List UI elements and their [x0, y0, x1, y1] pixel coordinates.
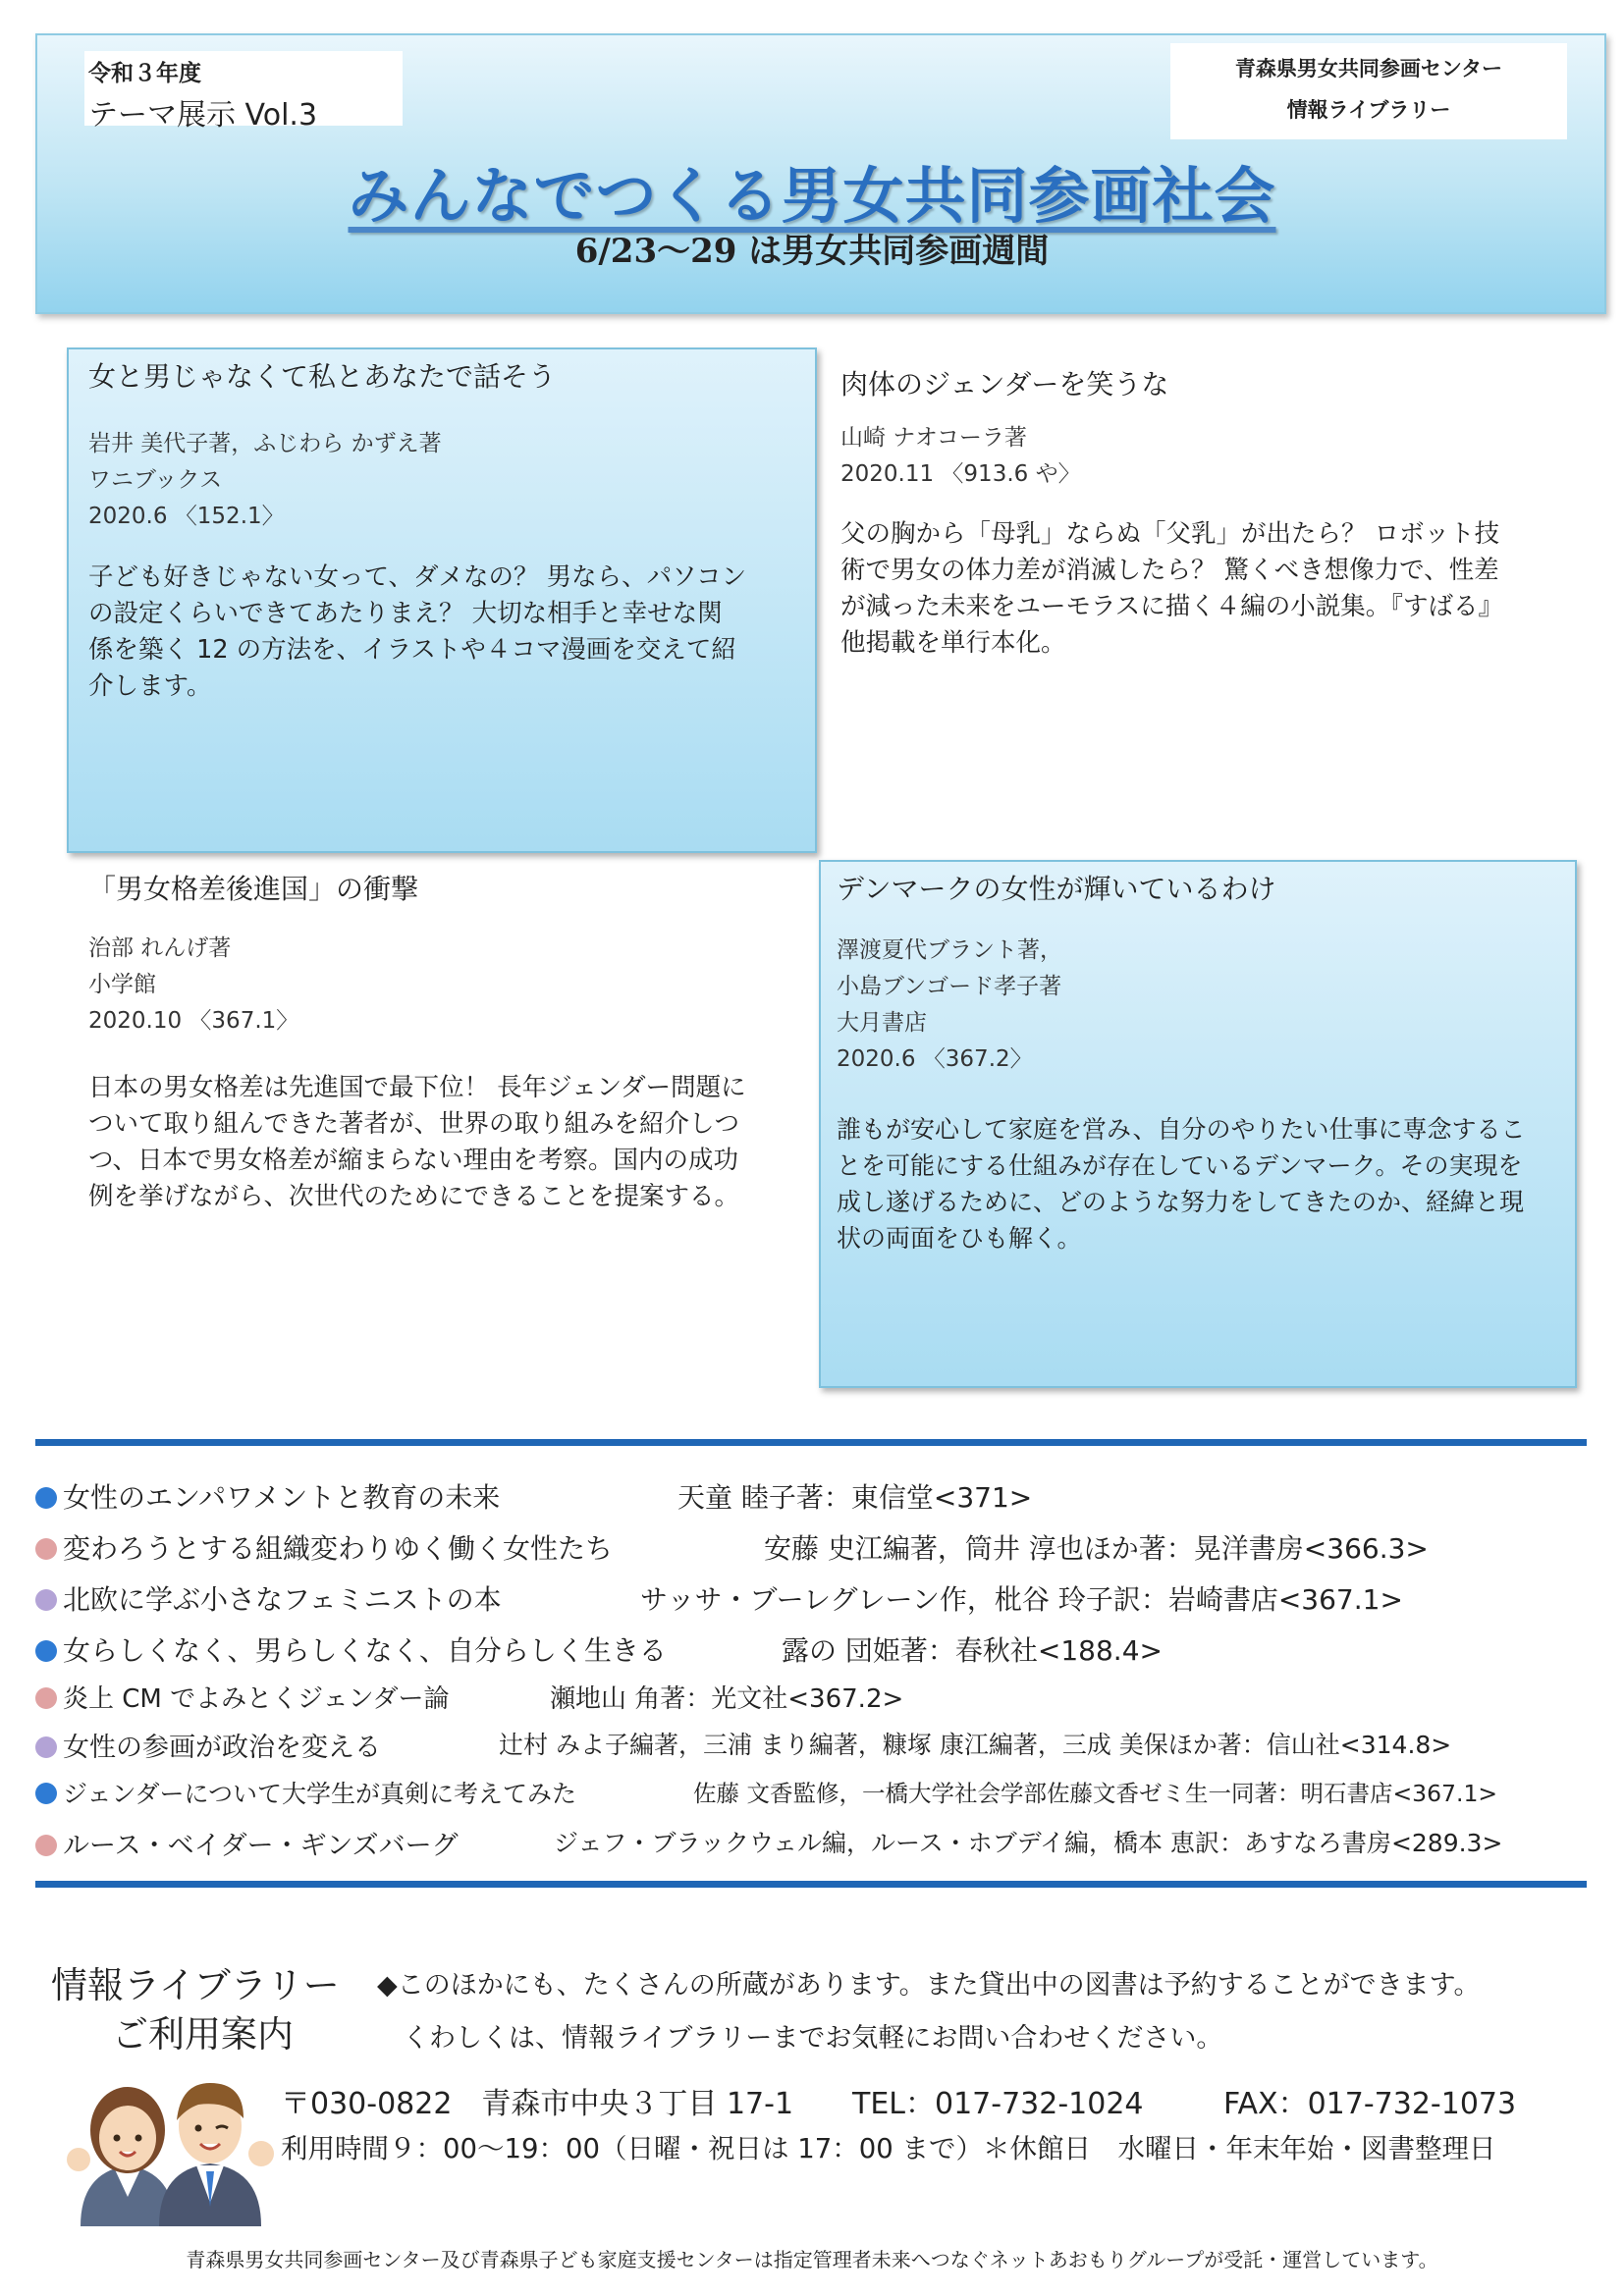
- list-title: ジェンダーについて大学生が真剣に考えてみた: [63, 1780, 577, 1808]
- list-item: [35, 1679, 450, 1715]
- desc-line: 状の両面をひも解く。: [837, 1224, 1082, 1253]
- list-title: 女性の参画が政治を変える: [63, 1733, 381, 1763]
- library-tel: TEL：017-732-1024: [852, 2087, 1144, 2121]
- book-meta: [88, 426, 442, 535]
- list-item: [35, 1824, 459, 1862]
- divider-bottom: [35, 1881, 1587, 1888]
- list-title: ルース・ベイダー・ギンズバーグ: [63, 1831, 459, 1861]
- desc-line: ついて取り組んできた著者が、世界の取り組みを紹介しつ: [88, 1109, 740, 1139]
- book-description: [88, 1070, 815, 1215]
- bullet-dot: [35, 1589, 57, 1611]
- list-item: [35, 1578, 502, 1618]
- list-item: [35, 1629, 667, 1669]
- page-subtitle: 6/23～29 は男女共同参画週間: [574, 232, 1050, 271]
- library-guide-subtitle: ご利用案内: [112, 2013, 294, 2056]
- page-title: みんなでつくる男女共同参画社会: [348, 160, 1276, 232]
- book-date-class: 2020.6 〈367.2〉: [837, 1046, 1033, 1072]
- desc-line: が減った未来をユーモラスに描く４編の小説集。『すばる』: [840, 592, 1503, 621]
- book-author: 小島ブンゴード孝子著: [837, 974, 1062, 999]
- library-note: ◆このほかにも、たくさんの所蔵があります。また貸出中の図書は予約することができます。: [377, 1970, 1481, 2001]
- book-publisher: ワニブックス: [88, 467, 223, 493]
- book-title: 「男女格差後進国」の衝撃: [88, 873, 419, 905]
- desc-line: 子ども好きじゃない女って、ダメなの？ 男なら、パソコン: [88, 562, 747, 592]
- desc-line: 例を挙げながら、次世代のためにできることを提案する。: [88, 1182, 740, 1211]
- book-author: 山崎 ナオコーラ著: [840, 425, 1027, 451]
- library-fax: FAX：017-732-1073: [1223, 2087, 1517, 2121]
- list-item: [35, 1476, 500, 1516]
- woman-figure: [67, 2087, 175, 2226]
- desc-line: 他掲載を単行本化。: [840, 628, 1066, 658]
- book-meta: [837, 933, 1062, 1078]
- list-title: 女らしくなく、男らしくなく、自分らしく生きる: [63, 1634, 667, 1667]
- operator-disclaimer: 青森県男女共同参画センター及び青森県子ども家庭支援センターは指定管理者未来へつなぐネットあおもりグループが受託・運営しています。: [186, 2248, 1438, 2271]
- list-title: 炎上 CM でよみとくジェンダー論: [63, 1684, 450, 1714]
- desc-line: の設定くらいできてあたりまえ？ 大切な相手と幸せな関: [88, 599, 723, 628]
- list-title: 女性のエンパワメントと教育の未来: [63, 1481, 501, 1514]
- book-date-class: 2020.11 〈913.6 や〉: [840, 461, 1081, 487]
- library-note: くわしくは、情報ライブラリーまでお気軽にお問い合わせください。: [403, 2023, 1223, 2054]
- list-item: [35, 1726, 381, 1764]
- desc-line: 成し遂げるために、どのような努力をしてきたのか、経緯と現: [837, 1188, 1525, 1216]
- book-meta: [88, 931, 298, 1040]
- book-publisher: 大月書店: [837, 1010, 927, 1036]
- library-name: 情報ライブラリー: [1286, 98, 1451, 122]
- bullet-dot: [35, 1640, 57, 1662]
- library-hours: 利用時間９：00～19：00（日曜・祝日は 17：00 まで）＊休館日 水曜日・年末年始・図書整理日: [281, 2133, 1496, 2164]
- divider-top: [35, 1439, 1587, 1446]
- book-title: 女と男じゃなくて私とあなたで話そう: [88, 360, 557, 393]
- book-title: 肉体のジェンダーを笑うな: [840, 368, 1169, 400]
- list-info: ジェフ・ブラックウェル編，ルース・ホブデイ編，橋本 恵訳：あすなろ書房<289.3>: [554, 1829, 1503, 1857]
- book-title: デンマークの女性が輝いているわけ: [837, 873, 1276, 905]
- bullet-dot: [35, 1538, 57, 1560]
- book-description: [840, 516, 1587, 662]
- book-date-class: 2020.6 〈152.1〉: [88, 504, 285, 529]
- list-info: 瀬地山 角著：光文社<367.2>: [550, 1684, 904, 1714]
- list-info: 露の 団姫著：春秋社<188.4>: [782, 1634, 1163, 1667]
- bullet-dot: [35, 1487, 57, 1509]
- desc-line: 日本の男女格差は先進国で最下位！ 長年ジェンダー問題に: [88, 1073, 746, 1102]
- book-author: 治部 れんげ著: [88, 935, 232, 961]
- desc-line: 係を築く 12 の方法を、イラストや４コマ漫画を交えて紹: [88, 635, 736, 665]
- desc-line: 介します。: [88, 671, 212, 701]
- list-item: [35, 1775, 576, 1810]
- exhibit-label: テーマ展示 Vol.3: [88, 98, 318, 133]
- book-publisher: 小学館: [88, 972, 156, 997]
- desc-line: 誰もが安心して家庭を営み、自分のやりたい仕事に専念するこ: [837, 1115, 1526, 1144]
- man-figure: [159, 2083, 274, 2226]
- book-date-class: 2020.10 〈367.1〉: [88, 1008, 299, 1034]
- book-meta: [840, 420, 1081, 493]
- library-guide-title: 情報ライブラリー: [51, 1964, 340, 2006]
- list-info: 天童 睦子著：東信堂<371>: [677, 1481, 1033, 1514]
- desc-line: とを可能にする仕組みが存在しているデンマーク。その実現を: [837, 1151, 1523, 1180]
- organization-name: 青森県男女共同参画センター: [1234, 57, 1503, 80]
- bullet-dot: [35, 1783, 57, 1804]
- list-info: 佐藤 文香監修，一橋大学社会学部佐藤文香ゼミ生一同著：明石書店<367.1>: [693, 1780, 1498, 1807]
- list-info: 安藤 史江編著，筒井 淳也ほか著：晃洋書房<366.3>: [764, 1532, 1429, 1565]
- book-description: [837, 1111, 1573, 1256]
- list-info: 辻村 みよ子編著，三浦 まり編著，糠塚 康江編著，三成 美保ほか著：信山社<314.8>: [499, 1731, 1452, 1759]
- library-address: 〒030-0822 青森市中央３丁目 17-1: [281, 2087, 794, 2121]
- staff-illustration: [51, 2050, 283, 2226]
- desc-line: 術で男女の体力差が消滅したら？ 驚くべき想像力で、性差: [840, 556, 1499, 585]
- desc-line: つ、日本で男女格差が縮まらない理由を考察。国内の成功: [88, 1146, 738, 1175]
- fiscal-year: 令和３年度: [88, 61, 201, 86]
- list-title: 変わろうとする組織変わりゆく働く女性たち: [63, 1532, 614, 1565]
- list-item: [35, 1527, 613, 1567]
- book-author: 澤渡夏代ブラント著，: [837, 937, 1062, 963]
- list-title: 北欧に学ぶ小さなフェミニストの本: [63, 1583, 502, 1616]
- book-description: [88, 560, 815, 705]
- bullet-dot: [35, 1835, 57, 1856]
- bullet-dot: [35, 1736, 57, 1758]
- bullet-dot: [35, 1687, 57, 1709]
- book-author: 岩井 美代子著，ふじわら かずえ著: [88, 431, 442, 456]
- list-info: サッサ・ブーレグレーン作，枇谷 玲子訳：岩崎書店<367.1>: [640, 1583, 1403, 1616]
- desc-line: 父の胸から「母乳」ならぬ「父乳」が出たら？ ロボット技: [840, 519, 1500, 549]
